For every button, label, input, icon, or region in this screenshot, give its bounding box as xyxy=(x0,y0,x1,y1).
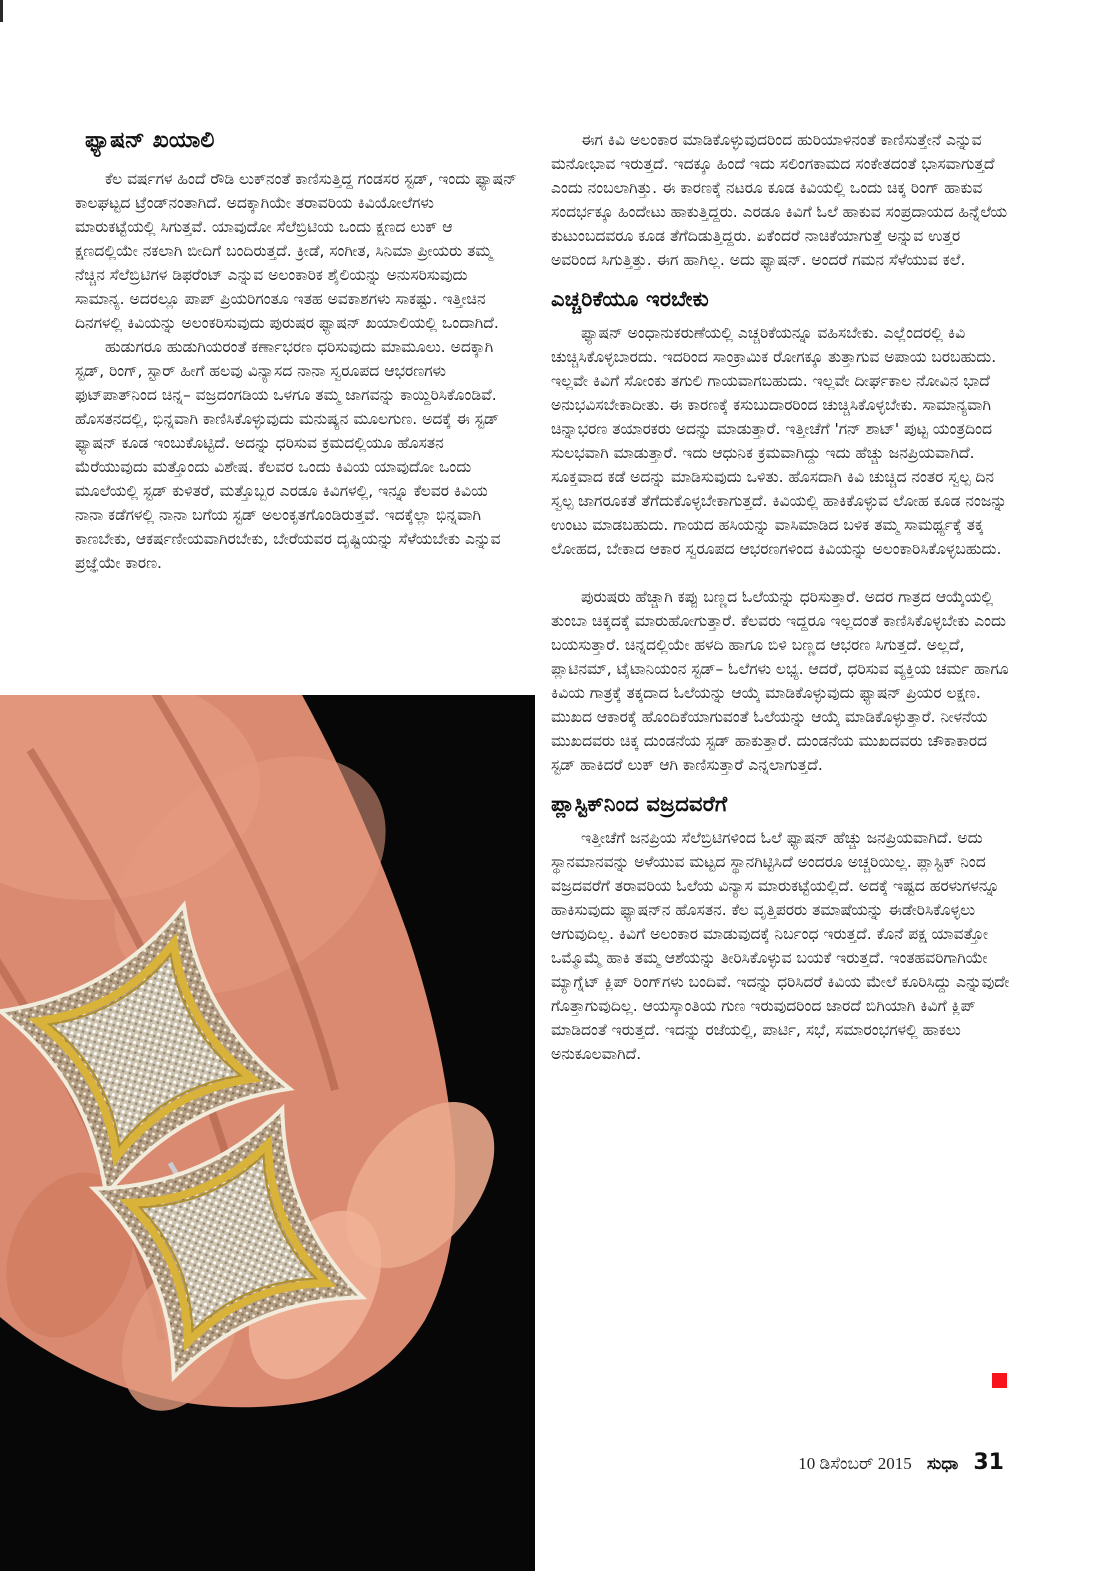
right-column xyxy=(551,128,1010,1368)
footer-page-number: 31 xyxy=(973,1450,1004,1475)
article-title: ಫ್ಯಾಷನ್ ಖಯಾಲಿ xyxy=(85,128,215,153)
left-column xyxy=(75,128,517,684)
paragraph: ಇತ್ತೀಚೆಗೆ ಜನಪ್ರಿಯ ಸೆಲೆಬ್ರಿಟಿಗಳಿಂದ ಓಲೆ ಫ್ಯಾಷನ್ ಹೆಚ್ಚು ಜನಪ್ರಿಯವಾಗಿದೆ. ಅದು ಸ್ಥಾನಮಾನವನ್ನು ಅಳೆಯುವ ಮಟ್ಟದ ಸ್ಥಾನಗಿಟ್ಟಿಸಿದೆ ಅಂದರೂ ಅಚ್ಚರಿಯಿಲ್ಲ. ಪ್ಲಾಸ್ಟಿಕ್ ನಿಂದ ವಜ್ರದವರೆಗೆ ತರಾವರಿಯ ಓಲೆಯ ವಿನ್ಯಾಸ ಮಾರುಕಟ್ಟೆಯಲ್ಲಿದೆ. ಅದಕ್ಕೆ ಇಷ್ಟದ ಹರಳುಗಳನ್ನೂ ಹಾಕಿಸುವುದು ಫ್ಯಾಷನ್‌ನ ಹೊಸತನ. ಕೆಲ ವೃತ್ತಿಪರರು ತಮಾಷೆಯನ್ನು ಈಡೇರಿಸಿಕೊಳ್ಳಲು ಆಗುವುದಿಲ್ಲ. ಕಿವಿಗೆ ಅಲಂಕಾರ ಮಾಡುವುದಕ್ಕೆ ನಿರ್ಬಂಧ ಇರುತ್ತದೆ. ಕೊನೆ ಪಕ್ಷ ಯಾವತ್ತೋ ಒಮ್ಮೊಮ್ಮೆ ಹಾಕಿ ತಮ್ಮ ಆಶೆಯನ್ನು ತೀರಿಸಿಕೊಳ್ಳುವ ಬಯಕೆ ಇರುತ್ತದೆ. ಇಂತಹವರಿಗಾಗಿಯೇ ಮ್ಯಾಗ್ನೆಟ್ ಕ್ಲಿಪ್ ರಿಂಗ್‌ಗಳು ಬಂದಿವೆ. ಇದನ್ನು ಧರಿಸಿದರೆ ಕಿವಿಯ ಮೇಲೆ ಕೂರಿಸಿದ್ದು ಎನ್ನುವುದೇ ಗೊತ್ತಾಗುವುದಿಲ್ಲ. ಆಯಸ್ಕಾಂತಿಯ ಗುಣ ಇರುವುದರಿಂದ ಜಾರದೆ ಬಿಗಿಯಾಗಿ ಕಿವಿಗೆ ಕ್ಲಿಪ್ ಮಾಡಿದಂತೆ ಇರುತ್ತದೆ. ಇದನ್ನು ರಜೆಯಲ್ಲಿ, ಪಾರ್ಟಿ, ಸಭೆ, ಸಮಾರಂಭಗಳಲ್ಲಿ ಹಾಕಲು ಅನುಕೂಲವಾಗಿದೆ. xyxy=(551,829,1010,1063)
section-heading-range: ಪ್ಲಾಸ್ಟಿಕ್‌ನಿಂದ ವಜ್ರದವರೆಗೆ xyxy=(551,792,728,816)
paragraph: ಪುರುಷರು ಹೆಚ್ಚಾಗಿ ಕಪ್ಪು ಬಣ್ಣದ ಓಲೆಯನ್ನು ಧರಿಸುತ್ತಾರೆ. ಅದರ ಗಾತ್ರದ ಆಯ್ಕೆಯಲ್ಲಿ ತುಂಬಾ ಚಿಕ್ಕದಕ್ಕೆ ಮಾರುಹೋಗುತ್ತಾರೆ. ಕೆಲವರು ಇದ್ದರೂ ಇಲ್ಲದಂತೆ ಕಾಣಿಸಿಕೊಳ್ಳಬೇಕು ಎಂದು ಬಯಸುತ್ತಾರೆ. ಚಿನ್ನದಲ್ಲಿಯೇ ಹಳದಿ ಹಾಗೂ ಬಿಳಿ ಬಣ್ಣದ ಆಭರಣ ಸಿಗುತ್ತದೆ. ಅಲ್ಲದೆ, ಪ್ಲಾಟಿನಮ್, ಟೈಟಾನಿಯಂನ ಸ್ಟಡ್– ಓಲೆಗಳು ಲಭ್ಯ. ಆದರೆ, ಧರಿಸುವ ವ್ಯಕ್ತಿಯ ಚರ್ಮ ಹಾಗೂ ಕಿವಿಯ ಗಾತ್ರಕ್ಕೆ ತಕ್ಕದಾದ ಓಲೆಯನ್ನು ಆಯ್ಕೆ ಮಾಡಿಕೊಳ್ಳುವುದು ಫ್ಯಾಷನ್ ಪ್ರಿಯರ ಲಕ್ಷಣ. ಮುಖದ ಆಕಾರಕ್ಕೆ ಹೊಂದಿಕೆಯಾಗುವಂತೆ ಓಲೆಯನ್ನು ಆಯ್ಕೆ ಮಾಡಿಕೊಳ್ಳುತ್ತಾರೆ. ನೀಳನೆಯ ಮುಖದವರು ಚಿಕ್ಕ ದುಂಡನೆಯ ಸ್ಟಡ್ ಹಾಕುತ್ತಾರೆ. ದುಂಡನೆಯ ಮುಖದವರು ಚೌಕಾಕಾರದ ಸ್ಟಡ್ ಹಾಕಿದರೆ ಲುಕ್ ಆಗಿ ಕಾಣಿಸುತ್ತಾರೆ ಎನ್ನಲಾಗುತ್ತದೆ. xyxy=(551,588,1009,774)
page-footer xyxy=(0,1450,1004,1475)
earrings-photo xyxy=(0,695,535,1571)
article-end-mark xyxy=(992,1373,1007,1388)
section-heading-caution: ಎಚ್ಚರಿಕೆಯೂ ಇರಬೇಕು xyxy=(551,287,709,311)
print-crop-mark xyxy=(0,0,3,22)
paragraph: ಫ್ಯಾಷನ್ ಅಂಧಾನುಕರುಣೆಯಲ್ಲಿ ಎಚ್ಚರಿಕೆಯನ್ನೂ ವಹಿಸಬೇಕು. ಎಲ್ಲೆಂದರಲ್ಲಿ ಕಿವಿ ಚುಚ್ಚಿಸಿಕೊಳ್ಳಬಾರದು. ಇದರಿಂದ ಸಾಂಕ್ರಾಮಿಕ ರೋಗಕ್ಕೂ ತುತ್ತಾಗುವ ಅಪಾಯ ಬರಬಹುದು. ಇಲ್ಲವೇ ಕಿವಿಗೆ ಸೋಂಕು ತಗುಲಿ ಗಾಯವಾಗಬಹುದು. ಇಲ್ಲವೇ ದೀರ್ಘಕಾಲ ನೋವಿನ ಭಾದೆ ಅನುಭವಿಸಬೇಕಾದೀತು. ಈ ಕಾರಣಕ್ಕೆ ಕಸುಬುದಾರರಿಂದ ಚುಚ್ಚಿಸಿಕೊಳ್ಳಬೇಕು. ಸಾಮಾನ್ಯವಾಗಿ ಚಿನ್ನಾಭರಣ ತಯಾರಕರು ಅದನ್ನು ಮಾಡುತ್ತಾರೆ. ಇತ್ತೀಚೆಗೆ 'ಗನ್ ಶಾಟ್' ಪುಟ್ಟ ಯಂತ್ರದಿಂದ ಸುಲಭವಾಗಿ ಮಾಡುತ್ತಾರೆ. ಇದು ಆಧುನಿಕ ಕ್ರಮವಾಗಿದ್ದು ಇದು ಹೆಚ್ಚು ಜನಪ್ರಿಯವಾಗಿದೆ. ಸೂಕ್ತವಾದ ಕಡೆ ಅದನ್ನು ಮಾಡಿಸುವುದು ಒಳಿತು. ಹೊಸದಾಗಿ ಕಿವಿ ಚುಚ್ಚಿದ ನಂತರ ಸ್ವಲ್ಪ ದಿನ ಸ್ವಲ್ಪ ಜಾಗರೂಕತೆ ತೆಗೆದುಕೊಳ್ಳಬೇಕಾಗುತ್ತದೆ. ಕಿವಿಯಲ್ಲಿ ಹಾಕಿಕೊಳ್ಳುವ ಲೋಹ ಕೂಡ ನಂಜನ್ನು ಉಂಟು ಮಾಡಬಹುದು. ಗಾಯದ ಹಸಿಯನ್ನು ವಾಸಿಮಾಡಿದ ಬಳಿಕ ತಮ್ಮ ಸಾಮರ್ಥ್ಯಕ್ಕೆ ತಕ್ಕ ಲೋಹದ, ಬೇಕಾದ ಆಕಾರ ಸ್ವರೂಪದ ಆಭರಣಗಳಿಂದ ಕಿವಿಯನ್ನು ಅಲಂಕಾರಿಸಿಕೊಳ್ಳಬಹುದು. xyxy=(551,324,1007,558)
paragraph: ಹುಡುಗರೂ ಹುಡುಗಿಯರಂತೆ ಕರ್ಣಾಭರಣ ಧರಿಸುವುದು ಮಾಮೂಲು. ಅದಕ್ಕಾಗಿ ಸ್ಟಡ್, ರಿಂಗ್, ಸ್ಟಾರ್ ಹೀಗೆ ಹಲವು ವಿನ್ಯಾಸದ ನಾನಾ ಸ್ವರೂಪದ ಆಭರಣಗಳು ಫುಟ್‌ಪಾತ್‌ನಿಂದ ಚಿನ್ನ– ವಜ್ರದಂಗಡಿಯ ಒಳಗೂ ತಮ್ಮ ಜಾಗವನ್ನು ಕಾಯ್ದಿರಿಸಿಕೊಂಡಿವೆ. ಹೊಸತನದಲ್ಲಿ, ಭಿನ್ನವಾಗಿ ಕಾಣಿಸಿಕೊಳ್ಳುವುದು ಮನುಷ್ಯನ ಮೂಲಗುಣ. ಅದಕ್ಕೆ ಈ ಸ್ಟಡ್ ಫ್ಯಾಷನ್ ಕೂಡ ಇಂಬುಕೊಟ್ಟಿದೆ. ಅದನ್ನು ಧರಿಸುವ ಕ್ರಮದಲ್ಲಿಯೂ ಹೊಸತನ ಮೆರೆಯುವುದು ಮತ್ತೊಂದು ವಿಶೇಷ. ಕೆಲವರ ಒಂದು ಕಿವಿಯ ಯಾವುದೋ ಒಂದು ಮೂಲೆಯಲ್ಲಿ ಸ್ಟಡ್ ಕುಳಿತರೆ, ಮತ್ತೊಬ್ಬರ ಎರಡೂ ಕಿವಿಗಳಲ್ಲಿ, ಇನ್ನೂ ಕೆಲವರ ಕಿವಿಯ ನಾನಾ ಕಡೆಗಳಲ್ಲಿ ನಾನಾ ಬಗೆಯ ಸ್ಟಡ್ ಅಲಂಕೃತಗೊಂಡಿರುತ್ತವೆ. ಇದಕ್ಕೆಲ್ಲಾ ಭಿನ್ನವಾಗಿ ಕಾಣಬೇಕು, ಆಕರ್ಷಣೀಯವಾಗಿರಬೇಕು, ಬೇರೆಯವರ ದೃಷ್ಟಿಯನ್ನು ಸೆಳೆಯಬೇಕು ಎನ್ನುವ ಪ್ರಜ್ಞೆಯೇ ಕಾರಣ. xyxy=(75,338,501,572)
footer-magazine-name: ಸುಧಾ xyxy=(926,1454,959,1474)
footer-date: 10 ಡಿಸೆಂಬರ್ 2015 xyxy=(798,1454,912,1473)
paragraph: ಕೆಲ ವರ್ಷಗಳ ಹಿಂದೆ ರೌಡಿ ಲುಕ್‌ನಂತೆ ಕಾಣಿಸುತ್ತಿದ್ದ ಗಂಡಸರ ಸ್ಟಡ್, ಇಂದು ಫ್ಯಾಷನ್ ಕಾಲಘಟ್ಟದ ಟ್ರೆಂಡ್‌ನಂತಾಗಿದೆ. ಅದಕ್ಕಾಗಿಯೇ ತರಾವರಿಯ ಕಿವಿಯೋಲೆಗಳು ಮಾರುಕಟ್ಟೆಯಲ್ಲಿ ಸಿಗುತ್ತವೆ. ಯಾವುದೋ ಸೆಲೆಬ್ರಿಟಿಯ ಒಂದು ಕ್ಷಣದ ಲುಕ್ ಆ ಕ್ಷಣದಲ್ಲಿಯೇ ನಕಲಾಗಿ ಬೀದಿಗೆ ಬಂದಿರುತ್ತದೆ. ಕ್ರೀಡೆ, ಸಂಗೀತ, ಸಿನಿಮಾ ಪ್ರೀಯರು ತಮ್ಮ ನೆಚ್ಚಿನ ಸೆಲೆಬ್ರಿಟಿಗಳ ಡಿಫರೆಂಟ್ ಎನ್ನುವ ಅಲಂಕಾರಿಕ ಶೈಲಿಯನ್ನು ಅನುಸರಿಸುವುದು ಸಾಮಾನ್ಯ. ಅದರಲ್ಲೂ ಪಾಪ್ ಪ್ರಿಯರಿಗಂತೂ ಇತಹ ಅವಕಾಶಗಳು ಸಾಕಷ್ಟು. ಇತ್ತೀಚಿನ ದಿನಗಳಲ್ಲಿ ಕಿವಿಯನ್ನು ಅಲಂಕರಿಸುವುದು ಪುರುಷರ ಫ್ಯಾಷನ್ ಖಯಾಲಿಯಲ್ಲಿ ಒಂದಾಗಿದೆ. xyxy=(75,170,517,332)
paragraph: ಈಗ ಕಿವಿ ಅಲಂಕಾರ ಮಾಡಿಕೊಳ್ಳುವುದರಿಂದ ಹುರಿಯಾಳಿನಂತೆ ಕಾಣಿಸುತ್ತೇನೆ ಎನ್ನುವ ಮನೋಭಾವ ಇರುತ್ತದೆ. ಇದಕ್ಕೂ ಹಿಂದೆ ಇದು ಸಲಿಂಗಕಾಮದ ಸಂಕೇತದಂತೆ ಭಾಸವಾಗುತ್ತದೆ ಎಂದು ನಂಬಲಾಗಿತ್ತು. ಈ ಕಾರಣಕ್ಕೆ ನಟರೂ ಕೂಡ ಕಿವಿಯಲ್ಲಿ ಒಂದು ಚಿಕ್ಕ ರಿಂಗ್ ಹಾಕುವ ಸಂದರ್ಭಕ್ಕೂ ಹಿಂದೇಟು ಹಾಕುತ್ತಿದ್ದರು. ಎರಡೂ ಕಿವಿಗೆ ಓಲೆ ಹಾಕುವ ಸಂಪ್ರದಾಯದ ಹಿನ್ನೆಲೆಯ ಕುಟುಂಬದವರೂ ಕೂಡ ತೆಗೆದಿಡುತ್ತಿದ್ದರು. ಏಕೆಂದರೆ ನಾಚಿಕೆಯಾಗುತ್ತೆ ಅನ್ನುವ ಉತ್ತರ ಅವರಿಂದ ಸಿಗುತ್ತಿತ್ತು. ಈಗ ಹಾಗಿಲ್ಲ. ಅದು ಫ್ಯಾಷನ್. ಅಂದರೆ ಗಮನ ಸೆಳೆಯುವ ಕಲೆ. xyxy=(551,131,1008,269)
earrings-photo-art xyxy=(0,695,535,1571)
